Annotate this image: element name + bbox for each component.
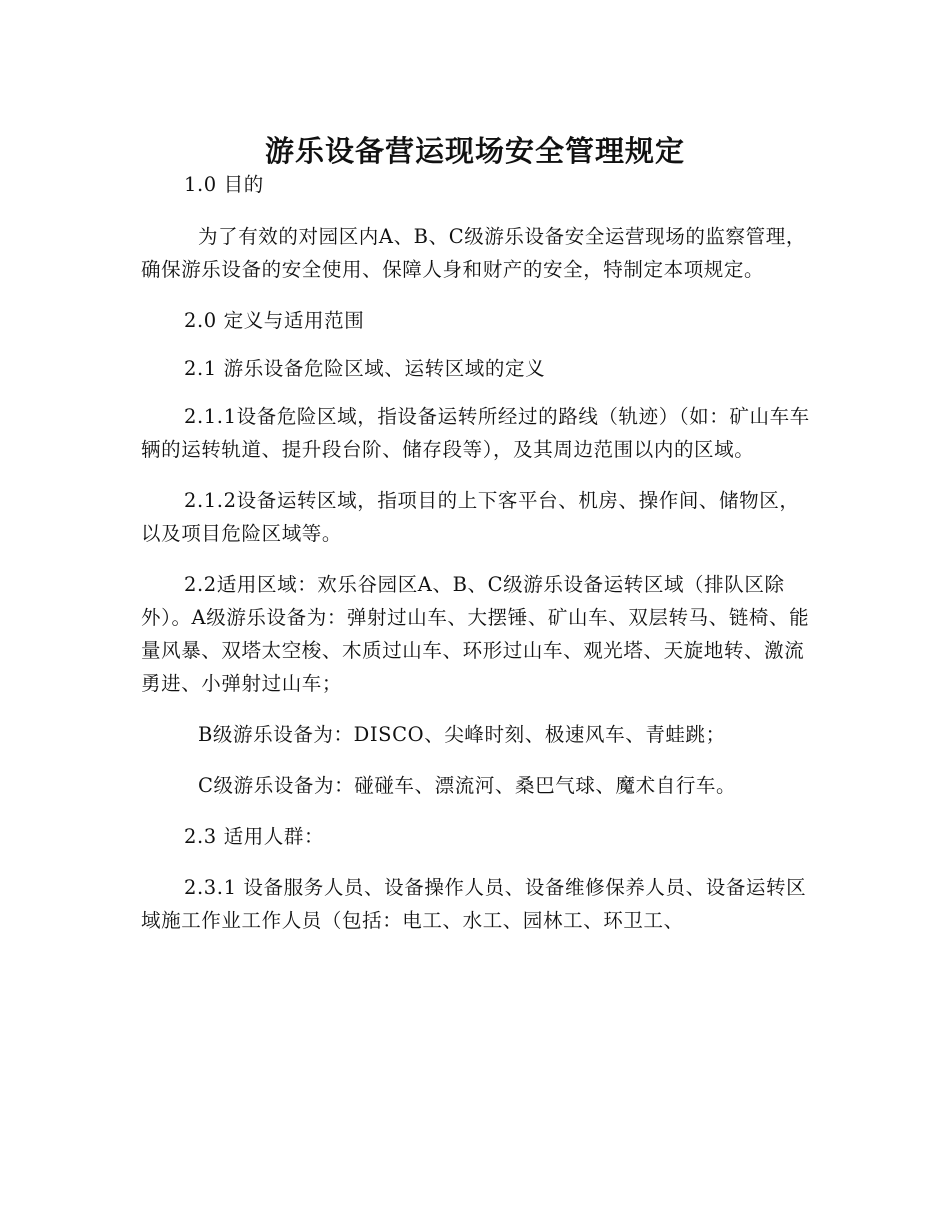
paragraph-purpose: 为了有效的对园区内A、B、C级游乐设备安全运营现场的监察管理，确保游乐设备的安全使用、保障人身和财产的安全，特制定本项规定。 bbox=[141, 225, 806, 281]
section-heading-area-definition: 2.1 游乐设备危险区域、运转区域的定义 bbox=[184, 357, 546, 380]
document-title: 游乐设备营运现场安全管理规定 bbox=[264, 134, 685, 169]
paragraph-operation-area: 2.1.2设备运转区域，指项目的上下客平台、机房、操作间、储物区，以及项目危险区域等。 bbox=[141, 489, 800, 545]
section-heading-applicable-people: 2.3 适用人群： bbox=[184, 825, 325, 848]
paragraph-applicable-area: 2.2适用区域：欢乐谷园区A、B、C级游乐设备运转区域（排队区除外）。A级游乐设备为：弹射过山车、大摆锤、矿山车、双层转马、链椅、能量风暴、双塔太空梭、木质过山车、环形过山车、观光塔、天旋地转、激流勇进、小弹射过山车； bbox=[141, 573, 810, 695]
section-heading-purpose: 1.0 目的 bbox=[184, 173, 264, 196]
paragraph-applicable-people: 2.3.1 设备服务人员、设备操作人员、设备维修保养人员、设备运转区域施工作业工作人员（包括：电工、水工、园林工、环卫工、 bbox=[141, 876, 807, 932]
paragraph-danger-area: 2.1.1设备危险区域，指设备运转所经过的路线（轨迹）（如：矿山车车辆的运转轨道、提升段台阶、储存段等），及其周边范围以内的区域。 bbox=[141, 405, 810, 461]
document-body bbox=[141, 168, 811, 937]
section-heading-definition-scope: 2.0 定义与适用范围 bbox=[184, 309, 365, 332]
paragraph-class-c: C级游乐设备为：碰碰车、漂流河、桑巴气球、魔术自行车。 bbox=[198, 774, 737, 797]
paragraph-class-b: B级游乐设备为：DISCO、尖峰时刻、极速风车、青蛙跳； bbox=[198, 723, 726, 746]
